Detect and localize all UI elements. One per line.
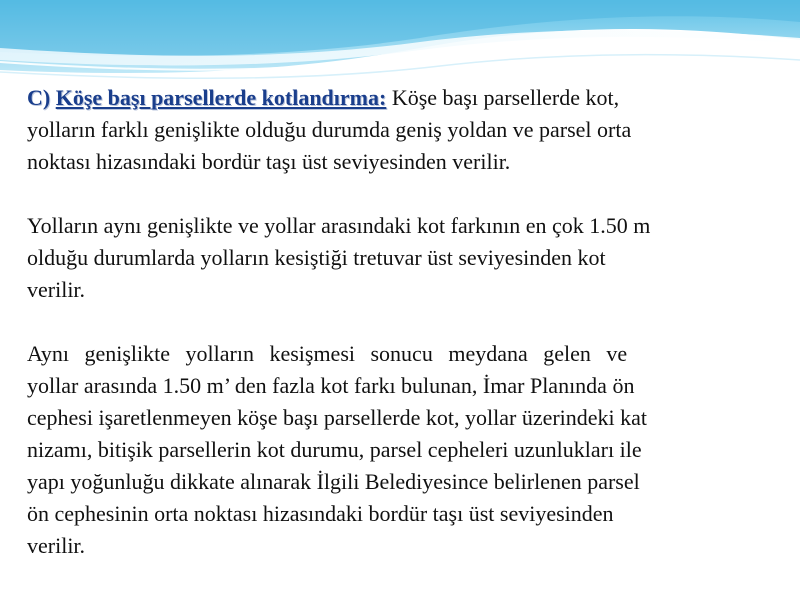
paragraph-2-line-2: olduğu durumlarda yolların kesiştiği tretuvar üst seviyesinden kot xyxy=(27,245,606,270)
slide-content xyxy=(27,82,787,562)
paragraph-3-line-6: ön cephesinin orta noktası hizasındaki bordür taşı üst seviyesinden xyxy=(27,501,614,526)
paragraph-3 xyxy=(27,338,787,562)
paragraph-3-line-5: yapı yoğunluğu dikkate alınarak İlgili Belediyesince belirlenen parsel xyxy=(27,469,640,494)
header-wave-decoration xyxy=(0,0,800,90)
section-c-title: Köşe başı parsellerde kotlandırma: xyxy=(55,85,387,110)
paragraph-3-line-7: verilir. xyxy=(27,533,86,558)
section-c-line-1: Köşe başı parsellerde kot, xyxy=(386,85,620,110)
paragraph-2 xyxy=(27,210,787,306)
paragraph-3-line-2: yollar arasında 1.50 m’ den fazla kot farkı bulunan, İmar Planında ön xyxy=(27,373,635,398)
paragraph-2-line-3: verilir. xyxy=(27,277,86,302)
paragraph-3-line-3: cephesi işaretlenmeyen köşe başı parsellerde kot, yollar üzerindeki kat xyxy=(27,405,648,430)
section-c-prefix: C) xyxy=(27,85,51,110)
section-c-paragraph xyxy=(27,82,787,178)
paragraph-3-line-1: Aynı genişlikte yolların kesişmesi sonucu meydana gelen ve xyxy=(27,341,628,366)
section-c-line-2: yolların farklı genişlikte olduğu durumda geniş yoldan ve parsel orta xyxy=(27,117,632,142)
paragraph-3-line-4: nizamı, bitişik parsellerin kot durumu, parsel cepheleri uzunlukları ile xyxy=(27,437,642,462)
section-c-line-3: noktası hizasındaki bordür taşı üst seviyesinden verilir. xyxy=(27,149,511,174)
paragraph-2-line-1: Yolların aynı genişlikte ve yollar arasındaki kot farkının en çok 1.50 m xyxy=(27,213,651,238)
